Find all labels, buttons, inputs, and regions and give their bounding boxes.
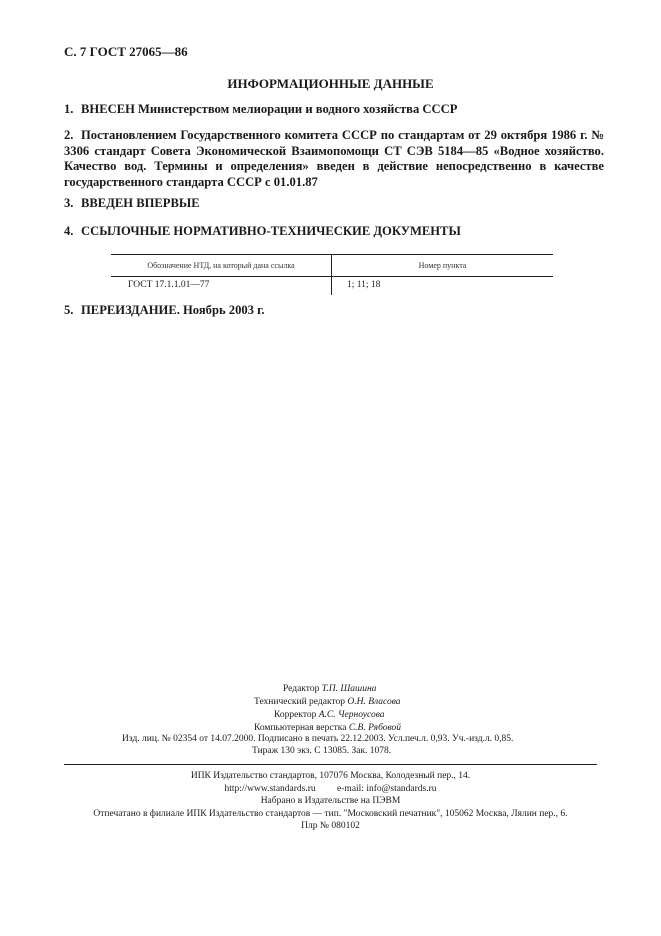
table-column-divider xyxy=(331,277,332,295)
item-number: 4. xyxy=(64,224,74,238)
info-item-5 xyxy=(64,303,265,319)
item-number: 2. xyxy=(64,128,74,142)
license-number: Плр № 080102 xyxy=(301,821,360,831)
publisher-website: http://www.standards.ru xyxy=(224,783,316,794)
credit-label: Компьютерная верстка xyxy=(254,723,347,733)
printed-note: Отпечатано в филиале ИПК Издательство стандартов — тип. "Московский печатник", 105062 Москва, Лялин пер., 6. xyxy=(93,808,568,819)
credit-name: А.С. Черноусова xyxy=(318,710,385,720)
item-text: ПЕРЕИЗДАНИЕ. Ноябрь 2003 г. xyxy=(81,303,265,317)
item-text: ВНЕСЕН Министерством мелиорации и водного хозяйства СССР xyxy=(81,102,458,116)
credit-tech-editor xyxy=(254,696,401,709)
credit-editor xyxy=(283,683,376,696)
info-item-4 xyxy=(64,224,461,240)
section-title: ИНФОРМАЦИОННЫЕ ДАННЫЕ xyxy=(227,76,434,91)
page-header: С. 7 ГОСТ 27065—86 xyxy=(64,44,188,59)
table-header-row xyxy=(111,254,553,277)
table-header-clause: Номер пункта xyxy=(418,261,467,270)
credit-corrector xyxy=(274,709,385,722)
credit-name: С.В. Рябовой xyxy=(348,723,401,733)
table-header-document: Обозначение НТД, на который дана ссылка xyxy=(111,255,332,276)
item-number: 3. xyxy=(64,196,74,210)
publisher-email: e-mail: info@standards.ru xyxy=(337,783,437,794)
print-run: Тираж 130 экз. С 13085. Зак. 1078. xyxy=(252,746,392,756)
info-item-3 xyxy=(64,196,200,212)
credit-label: Технический редактор xyxy=(254,697,345,707)
info-item-1 xyxy=(64,102,457,118)
credit-name: О.Н. Власова xyxy=(347,697,401,707)
credit-name: Т.П. Шашина xyxy=(321,684,377,694)
item-number: 1. xyxy=(64,102,74,116)
item-text: Постановлением Государственного комитета СССР по стандартам от 29 октября 1986 г. № 3306 стандарт Совета Экономической Взаимопомощи СТ СЭВ 5184—85 «Водное хозяйство. Качество вод. Термины и определения» введен в действие непосредственно в качестве государственного стандарта СССР с 01.01.87 xyxy=(64,128,604,189)
publisher-address: ИПК Издательство стандартов, 107076 Москва, Колодезный пер., 14. xyxy=(190,771,471,781)
item-text: ССЫЛОЧНЫЕ НОРМАТИВНО-ТЕХНИЧЕСКИЕ ДОКУМЕНТЫ xyxy=(81,224,461,238)
reference-table xyxy=(111,254,553,295)
publisher-contacts xyxy=(0,783,661,796)
table-cell-clause: 1; 11; 18 xyxy=(347,280,381,290)
publication-details: Изд. лиц. № 02354 от 14.07.2000. Подписано в печать 22.12.2003. Усл.печ.л. 0,93. Уч.-изд.л. 0,85. xyxy=(122,734,514,744)
table-cell-document: ГОСТ 17.1.1.01—77 xyxy=(128,280,210,290)
divider-line xyxy=(64,764,597,765)
credit-label: Корректор xyxy=(274,710,317,720)
typeset-note: Набрано в Издательстве на ПЭВМ xyxy=(260,796,401,806)
item-number: 5. xyxy=(64,303,74,317)
credit-label: Редактор xyxy=(283,684,320,694)
item-text: ВВЕДЕН ВПЕРВЫЕ xyxy=(81,196,200,210)
publisher-imprint xyxy=(0,770,661,833)
table-row xyxy=(111,277,553,295)
info-item-2 xyxy=(64,128,604,190)
